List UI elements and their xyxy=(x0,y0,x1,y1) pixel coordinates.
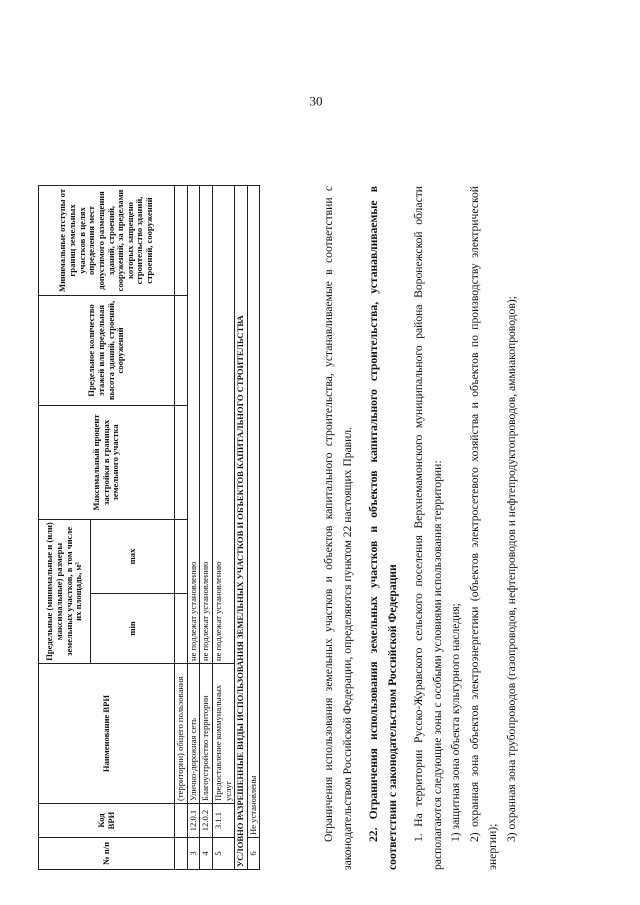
header-area: Предельные (минимальные и (или) максимальные) размеры земельных участков, в том числе их площадь, м² xyxy=(39,519,91,663)
table-row: 5 3.1.1 Предоставление коммунальных услуг не подлежат установлению xyxy=(212,185,234,869)
header-floors: Предельное количество этажей или предельная высота зданий, строений, сооружений xyxy=(39,295,175,405)
section-row xyxy=(235,185,248,869)
paragraph-1: Ограничения использования земельных участков и объектов капитального строительства, устанавливаемые в соответствии с законодательством Российской Федерации, определяются пунктом 22 настоящих Правил. xyxy=(322,186,354,870)
table-row: 3 12.0.1 Улично-дорожная сеть не подлежат установлению xyxy=(187,185,200,869)
continuation-cell: (территории) общего пользования xyxy=(175,664,188,804)
section-title: УСЛОВНО РАЗРЕШЕННЫЕ ВИДЫ ИСПОЛЬЗОВАНИЯ ЗЕМЕЛЬНЫХ УЧАСТКОВ И ОБЪЕКТОВ КАПИТАЛЬНОГО СТРОИТЕЛЬСТВА xyxy=(235,185,248,869)
header-max: max xyxy=(91,519,175,593)
value-cell: не подлежат установлению xyxy=(187,185,200,663)
header-min: min xyxy=(91,594,175,664)
value-cell: не подлежат установлению xyxy=(200,185,213,663)
list-item: 3) охранная зона трубопроводов (газопроводов, нефтепроводов и нефтепродуктопроводов, аммиакопроводов); xyxy=(504,296,518,842)
header-percent: Максимальный процент застройки в границах земельного участка xyxy=(39,405,175,519)
section-heading: 22. Ограничения использования земельных участков и объектов капитального строительства, устанавливаемые в соответствии с законодательством Российской Федерации xyxy=(367,186,399,870)
header-num: № п/п xyxy=(39,838,175,870)
value-cell: не подлежат установлению xyxy=(212,185,234,663)
table-row xyxy=(175,185,188,869)
zoning-table xyxy=(38,185,260,870)
header-name: Наименование ВРИ xyxy=(39,664,175,804)
header-code: Код ВРИ xyxy=(39,804,175,838)
table-row: 6 Не установлены xyxy=(247,185,260,869)
list-item: 1) защитная зона объекта культурного наследия; xyxy=(449,603,463,842)
table-row: 4 12.0.2 Благоустройство территории не подлежат установлению xyxy=(200,185,213,869)
header-setback: Минимальные отступы от границ земельных участков в целях определения мест допустимого размещения зданий, строений, сооружений, за пределами которых запрещено строительство зданий, строений, сооружений xyxy=(39,185,175,295)
body-text xyxy=(320,186,521,870)
paragraph-2: 1. На территории Русско-Журавского сельского поселения Верхнемамонского муниципального района Воронежской области располагаются следующие зоны с особыми условиями использования территории: xyxy=(412,186,444,870)
rotated-content xyxy=(38,54,600,870)
list-item: 2) охранная зона объектов электроэнергетики (объектов электросетевого хозяйства и объектов по производству электрической энергии); xyxy=(467,186,500,870)
page-number: 30 xyxy=(309,93,323,109)
